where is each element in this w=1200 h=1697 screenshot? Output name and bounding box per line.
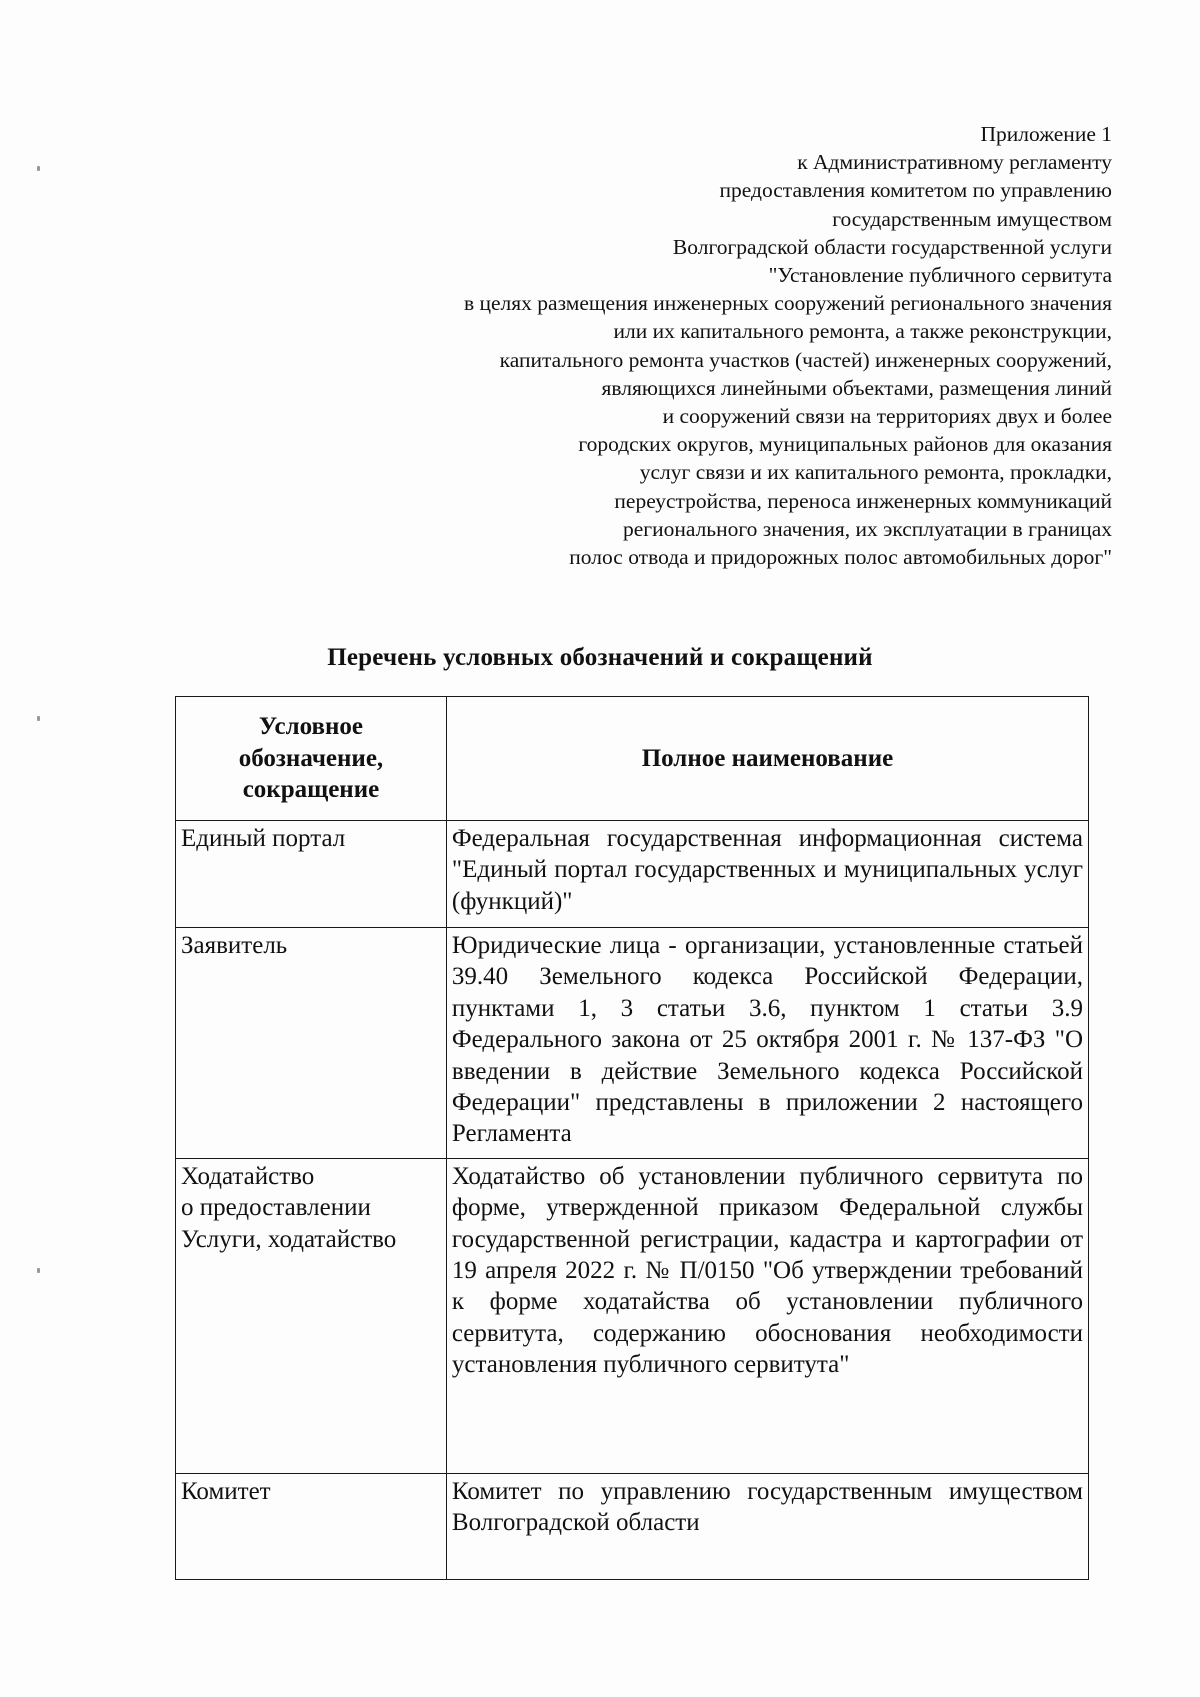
term-line: о предоставлении [181,1194,371,1222]
abbreviations-table [175,696,1089,1580]
header-term [176,697,447,821]
description-cell: Комитет по управлению государственным имуществом Волгоградской области [446,1473,1088,1579]
scan-speck [37,716,40,721]
appendix-line: государственным имуществом [832,206,1112,231]
term-cell [176,821,447,928]
term-cell [176,1158,447,1473]
term-line: Заявитель [181,932,288,959]
term-line: Услуги, ходатайство [181,1225,397,1253]
description-cell: Ходатайство об установлении публичного сервитута по форме, утвержденной приказом Федеральной службы государственной регистрации, кадастра и картографии от 19 апреля 2022 г. № П/0150 "Об утверждении требований к форме ходатайства об установлении публичного сервитута, содержанию обоснования необходимости установления публичного сервитута" [446,1158,1088,1473]
scan-speck [37,1268,40,1273]
table-header-row [176,697,1089,821]
appendix-line: капитального ремонта участков (частей) инженерных сооружений, [499,347,1112,372]
document-title: Перечень условных обозначений и сокращений [327,644,873,671]
table-row [176,1158,1089,1473]
appendix-line: переустройства, переноса инженерных коммуникаций [614,488,1112,513]
table-row [176,821,1089,928]
appendix-line: или их капитального ремонта, а также реконструкции, [613,319,1112,344]
term-cell [176,928,447,1159]
header-term-line: обозначение, [238,744,384,772]
appendix-line: Волгоградской области государственной услуги [672,234,1112,259]
appendix-line: являющихся линейными объектами, размещения линий [601,375,1112,400]
appendix-line: "Установление публичного сервитута [768,263,1112,288]
appendix-line: предоставления комитетом по управлению [719,178,1112,203]
description-cell: Федеральная государственная информационная система "Единый портал государственных и муниципальных услуг (функций)" [446,821,1088,928]
appendix-line: услуг связи и их капитального ремонта, прокладки, [639,460,1112,485]
term-line: Ходатайство [181,1162,315,1190]
header-description: Полное наименование [446,697,1088,821]
appendix-line: полос отвода и придорожных полос автомобильных дорог" [569,545,1112,570]
term-cell [176,1473,447,1579]
appendix-line: городских округов, муниципальных районов для оказания [578,432,1112,457]
appendix-line: Приложение 1 [980,122,1112,146]
scan-speck [37,166,40,171]
appendix-line: в целях размещения инженерных сооружений регионального значения [463,291,1112,316]
appendix-line: к Административному регламенту [797,150,1112,175]
table-row [176,1473,1089,1579]
appendix-line: регионального значения, их эксплуатации в границах [622,516,1112,541]
appendix-note [352,120,1112,571]
appendix-line: и сооружений связи на территориях двух и более [662,404,1112,429]
header-term-line: Условное [258,713,364,741]
description-cell: Юридические лица - организации, установленные статьей 39.40 Земельного кодекса Российской Федерации, пунктами 1, 3 статьи 3.6, пунктом 1 статьи 3.9 Федерального закона от 25 октября 2001 г. № 137-ФЗ "О введении в действие Земельного кодекса Российской Федерации" представлены в приложении 2 настоящего Регламента [446,928,1088,1159]
table-row [176,928,1089,1159]
term-line: Комитет [181,1477,271,1505]
header-term-line: сокращение [242,776,380,804]
term-line: Единый портал [181,825,346,852]
